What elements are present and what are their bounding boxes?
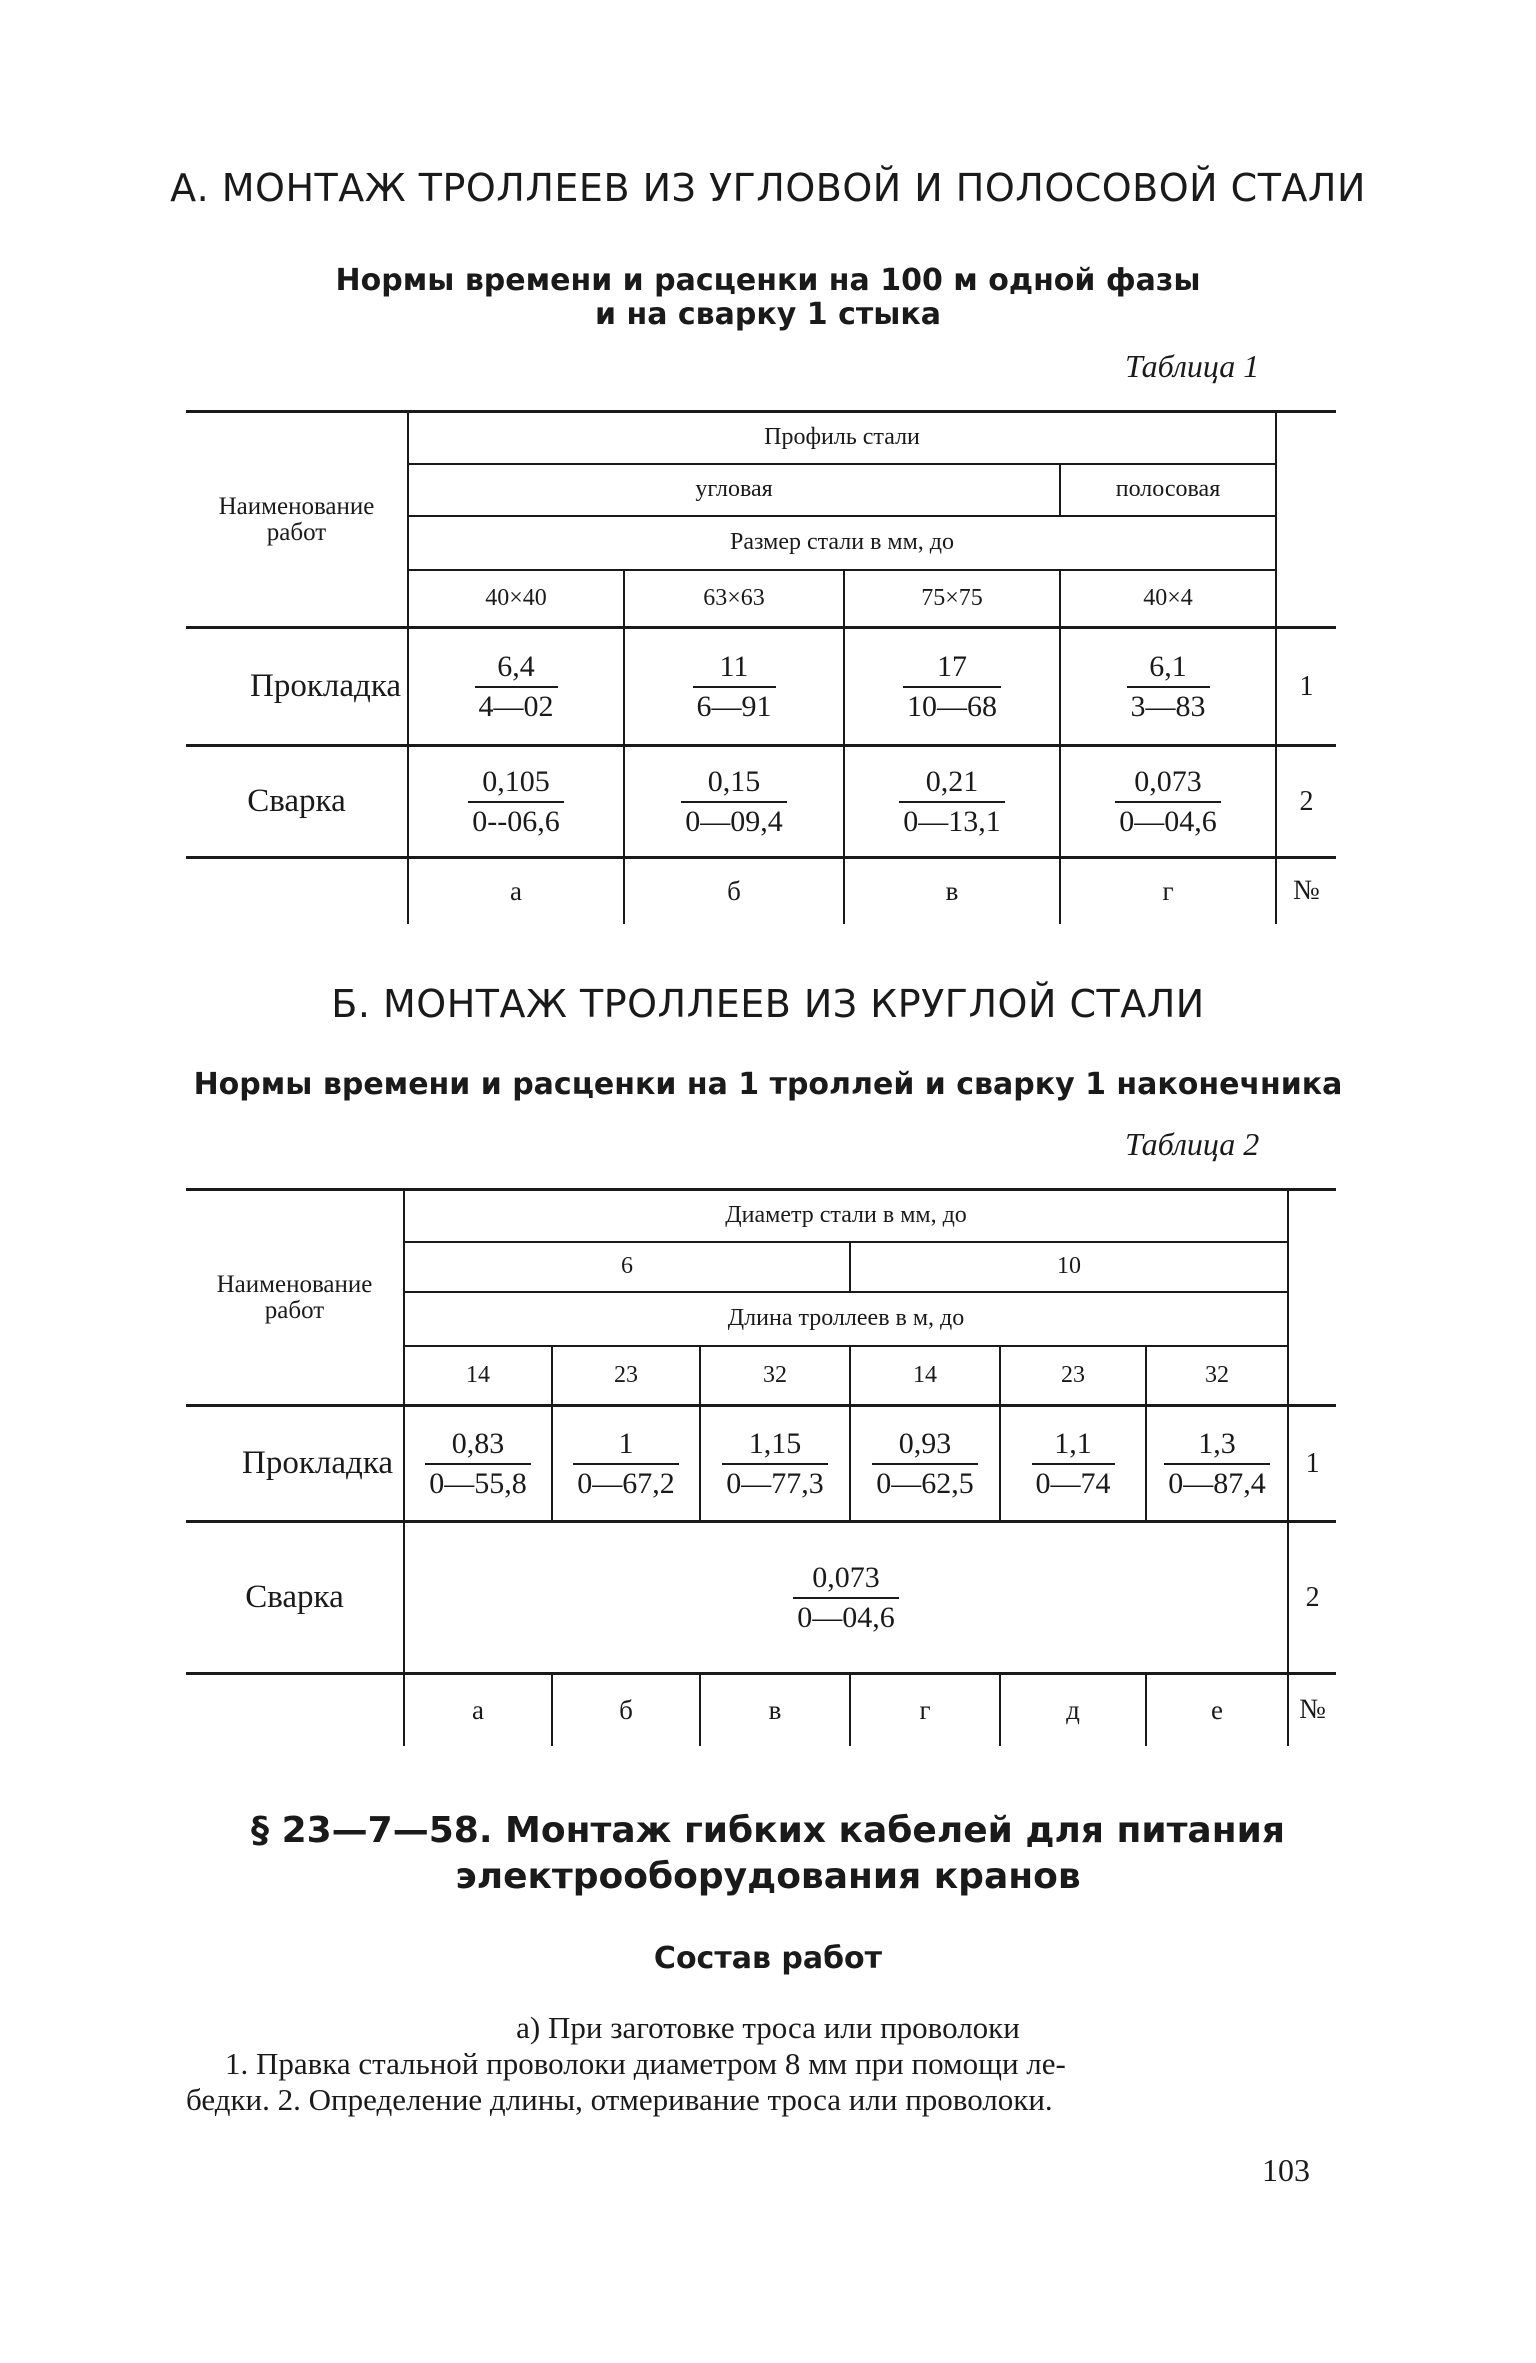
number-sign: № xyxy=(1276,858,1336,924)
section-a-subtitle-1: Нормы времени и расценки на 100 м одной фазы xyxy=(335,263,1201,298)
number-sign: № xyxy=(1288,1674,1336,1746)
table-2-value: $\frac{0,93}{0—62,5}$ xyxy=(872,1425,978,1503)
table-2-length: 32 xyxy=(700,1346,850,1406)
table-2 xyxy=(186,1188,1336,1746)
table-2-diameter-header: Диаметр стали в мм, до xyxy=(404,1190,1288,1242)
table-1-size: 40×40 xyxy=(408,570,624,628)
section-b-subtitle: Нормы времени и расценки на 1 троллей и сварку 1 наконечника xyxy=(193,1067,1343,1102)
table-1-angle-header: угловая xyxy=(408,464,1060,516)
table-2-length: 23 xyxy=(552,1346,700,1406)
section-a-title: А. МОНТАЖ ТРОЛЛЕЕВ ИЗ УГЛОВОЙ И ПОЛОСОВОЙ СТАЛИ xyxy=(170,166,1366,210)
body-line-1: 1. Правка стальной проволоки диаметром 8 мм при помощи ле- xyxy=(225,2046,1066,2081)
paragraph-heading-1: § 23—7—58. Монтаж гибких кабелей для питания xyxy=(251,1810,1285,1851)
row-number: 1 xyxy=(1276,628,1336,746)
row-name: Сварка xyxy=(186,746,408,858)
table-1 xyxy=(186,410,1336,924)
row-number: 2 xyxy=(1276,746,1336,858)
table-1-strip-header: полосовая xyxy=(1060,464,1276,516)
table-2-name-header: Наименование работ xyxy=(186,1190,404,1406)
table-row xyxy=(186,1522,1336,1674)
table-2-value: $\frac{1,3}{0—87,4}$ xyxy=(1164,1425,1270,1503)
composition-title: Состав работ xyxy=(653,1941,883,1976)
row-name: Сварка xyxy=(186,1522,404,1674)
table-1-name-header: Наименование работ xyxy=(186,412,408,628)
table-1-size: 63×63 xyxy=(624,570,844,628)
table-2-label: Таблица 2 xyxy=(1125,1126,1260,1162)
table-row xyxy=(186,628,1336,746)
section-b-title: Б. МОНТАЖ ТРОЛЛЕЕВ ИЗ КРУГЛОЙ СТАЛИ xyxy=(331,982,1205,1026)
table-2-diameter: 6 xyxy=(404,1242,850,1292)
paragraph-heading-2: электрооборудования кранов xyxy=(455,1856,1081,1897)
row-number: 1 xyxy=(1288,1406,1336,1522)
table-1-value: $\frac{0,105}{0--06,6}$ xyxy=(468,763,563,841)
table-2-value: $\frac{1,15}{0—77,3}$ xyxy=(722,1425,828,1503)
table-1-size: 40×4 xyxy=(1060,570,1276,628)
column-letter: д xyxy=(1000,1674,1146,1746)
table-2-length: 14 xyxy=(850,1346,1000,1406)
column-letter: в xyxy=(700,1674,850,1746)
table-2-value: $\frac{1,1}{0—74}$ xyxy=(1032,1425,1115,1503)
table-2-length-header: Длина троллеев в м, до xyxy=(404,1292,1288,1346)
row-name: Прокладка xyxy=(186,628,408,746)
column-letter: б xyxy=(552,1674,700,1746)
column-letter: г xyxy=(850,1674,1000,1746)
table-1-value: $\frac{0,073}{0—04,6}$ xyxy=(1115,763,1221,841)
column-letter: е xyxy=(1146,1674,1288,1746)
column-letter: а xyxy=(408,858,624,924)
table-1-value: $\frac{11}{6—91}$ xyxy=(693,648,776,726)
column-letter: б xyxy=(624,858,844,924)
item-a: а) При заготовке троса или проволоки xyxy=(516,2010,1020,2045)
table-2-diameter: 10 xyxy=(850,1242,1288,1292)
table-1-value: $\frac{0,21}{0—13,1}$ xyxy=(899,763,1005,841)
table-2-value: $\frac{1}{0—67,2}$ xyxy=(573,1425,679,1503)
page-number: 103 xyxy=(1262,2152,1310,2188)
table-2-length: 23 xyxy=(1000,1346,1146,1406)
table-1-size: 75×75 xyxy=(844,570,1060,628)
column-letter: а xyxy=(404,1674,552,1746)
column-letter: в xyxy=(844,858,1060,924)
table-2-length: 14 xyxy=(404,1346,552,1406)
row-name: Прокладка xyxy=(186,1406,404,1522)
column-letter: г xyxy=(1060,858,1276,924)
table-1-size-header: Размер стали в мм, до xyxy=(408,516,1276,570)
body-line-2: бедки. 2. Определение длины, отмеривание троса или проволоки. xyxy=(186,2082,1053,2117)
table-1-value: $\frac{0,15}{0—09,4}$ xyxy=(681,763,787,841)
table-1-value: $\frac{17}{10—68}$ xyxy=(903,648,1001,726)
table-2-value: $\frac{0,073}{0—04,6}$ xyxy=(793,1559,899,1637)
table-2-value: $\frac{0,83}{0—55,8}$ xyxy=(425,1425,531,1503)
table-row xyxy=(186,746,1336,858)
table-row xyxy=(186,1406,1336,1522)
table-1-value: $\frac{6,4}{4—02}$ xyxy=(475,648,558,726)
row-number: 2 xyxy=(1288,1522,1336,1674)
table-2-length: 32 xyxy=(1146,1346,1288,1406)
table-1-profile-header: Профиль стали xyxy=(408,412,1276,464)
section-a-subtitle-2: и на сварку 1 стыка xyxy=(595,297,941,332)
table-1-value: $\frac{6,1}{3—83}$ xyxy=(1127,648,1210,726)
table-1-label: Таблица 1 xyxy=(1125,348,1260,384)
